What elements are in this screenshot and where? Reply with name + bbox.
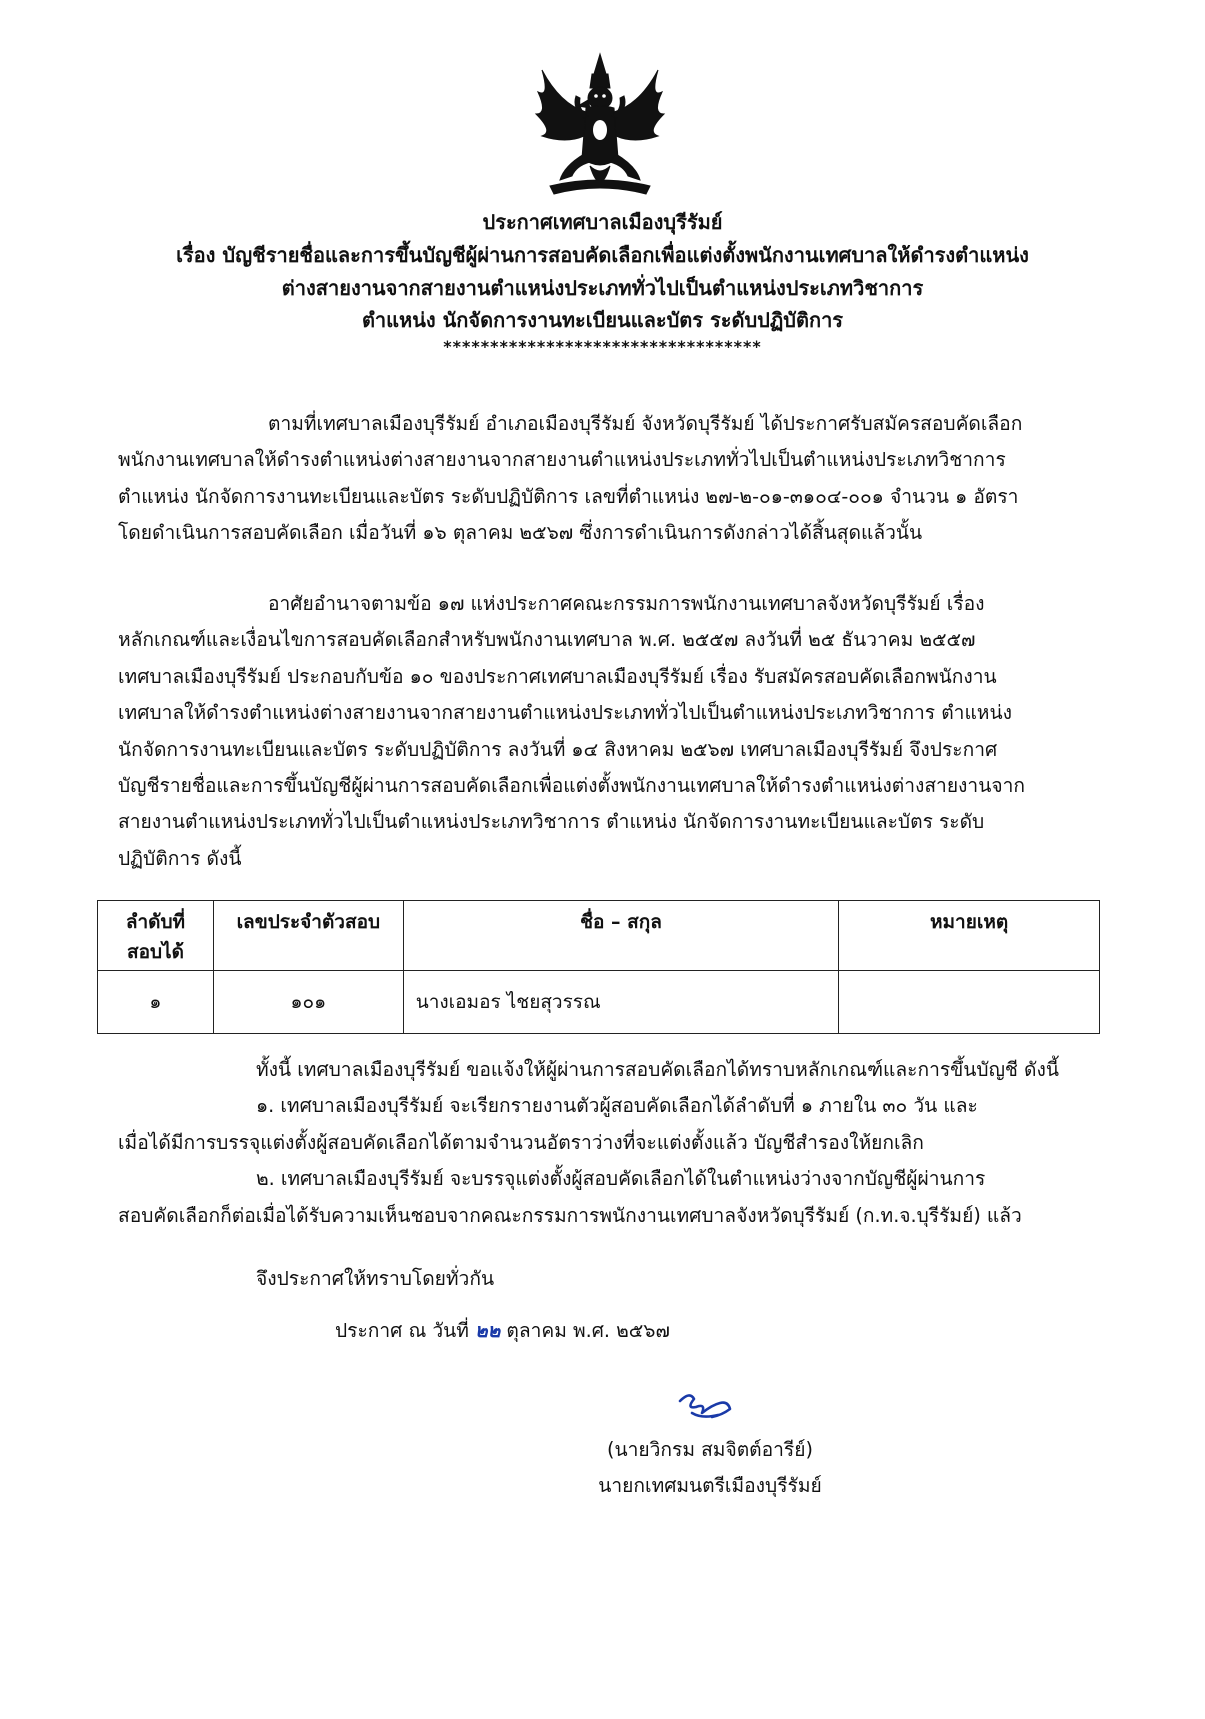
paragraph-line: หลักเกณฑ์และเงื่อนไขการสอบคัดเลือกสำหรับพนักงานเทศบาล พ.ศ. ๒๕๕๗ ลงวันที่ ๒๕ ธันวาคม ๒๕๕๗ <box>118 628 976 652</box>
cell-note <box>839 971 1100 1034</box>
paragraph-line: ตามที่เทศบาลเมืองบุรีรัมย์ อำเภอเมืองบุรีรัมย์ จังหวัดบุรีรัมย์ ได้ประกาศรับสมัครสอบคัดเลือก <box>268 412 1023 435</box>
paragraph-line: เทศบาลให้ดำรงตำแหน่งต่างสายงานจากสายงานตำแหน่งประเภททั่วไปเป็นตำแหน่งประเภทวิชาการ ตำแหน่ง <box>118 701 1012 725</box>
paragraph-background <box>118 406 1090 552</box>
announcement-date <box>335 1313 935 1349</box>
announcement-subject: เรื่อง บัญชีรายชื่อและการขึ้นบัญชีผู้ผ่านการสอบคัดเลือกเพื่อแต่งตั้งพนักงานเทศบาลให้ดำรงตำแหน่ง <box>176 243 1029 267</box>
table-row <box>98 971 1100 1034</box>
cell-exam-id: ๑๐๑ <box>213 971 403 1034</box>
paragraph-line: เทศบาลเมืองบุรีรัมย์ ประกอบกับข้อ ๑๐ ของประกาศเทศบาลเมืองบุรีรัมย์ เรื่อง รับสมัครสอบคัดเลือกพนักงาน <box>118 664 997 688</box>
table-header-row <box>98 901 1100 971</box>
cell-rank: ๑ <box>98 971 214 1034</box>
condition-item-2: ๒. เทศบาลเมืองบุรีรัมย์ จะบรรจุแต่งตั้งผู้สอบคัดเลือกได้ในตำแหน่งว่างจากบัญชีผู้ผ่านการ <box>256 1167 986 1191</box>
date-day-handwritten: ๒๒ <box>475 1319 501 1342</box>
paragraph-line: ปฏิบัติการ ดังนี้ <box>118 846 242 870</box>
garuda-emblem-icon <box>520 48 680 208</box>
handwritten-signature-icon <box>672 1385 742 1425</box>
announcement-subject-line2: ต่างสายงานจากสายงานตำแหน่งประเภททั่วไปเป็นตำแหน่งประเภทวิชาการ <box>281 276 924 300</box>
paragraph-line: นักจัดการงานทะเบียนและบัตร ระดับปฏิบัติการ ลงวันที่ ๑๔ สิงหาคม ๒๕๖๗ เทศบาลเมืองบุรีรัมย์ จึงประกาศ <box>118 737 998 761</box>
closing-text: จึงประกาศให้ทราบโดยทั่วกัน <box>256 1267 495 1290</box>
paragraph-line: สายงานตำแหน่งประเภททั่วไปเป็นตำแหน่งประเภทวิชาการ ตำแหน่ง นักจัดการงานทะเบียนและบัตร ระดับ <box>118 810 985 834</box>
paragraph-line: สอบคัดเลือกก็ต่อเมื่อได้รับความเห็นชอบจากคณะกรรมการพนักงานเทศบาลจังหวัดบุรีรัมย์ (ก.ท.จ.บุรีรัมย์) แล้ว <box>118 1203 1022 1227</box>
paragraph-line: โดยดำเนินการสอบคัดเลือก เมื่อวันที่ ๑๖ ตุลาคม ๒๕๖๗ ซึ่งการดำเนินการดังกล่าวได้สิ้นสุดแล้วนั้น <box>118 521 923 545</box>
condition-item-1: ๑. เทศบาลเมืองบุรีรัมย์ จะเรียกรายงานตัวผู้สอบคัดเลือกได้ลำดับที่ ๑ ภายใน ๓๐ วัน และ <box>256 1094 978 1118</box>
results-table <box>97 900 1100 1034</box>
column-header-note: หมายเหตุ <box>839 901 1100 971</box>
paragraph-line: บัญชีรายชื่อและการขึ้นบัญชีผู้ผ่านการสอบคัดเลือกเพื่อแต่งตั้งพนักงานเทศบาลให้ดำรงตำแหน่งต่างสายงานจาก <box>118 774 1025 798</box>
announcement-title: ประกาศเทศบาลเมืองบุรีรัมย์ <box>482 210 723 234</box>
divider-stars: ********************************** <box>443 337 762 356</box>
paragraph-line: ทั้งนี้ เทศบาลเมืองบุรีรัมย์ ขอแจ้งให้ผู้ผ่านการสอบคัดเลือกได้ทราบหลักเกณฑ์และการขึ้นบัญชี ดังนี้ <box>256 1058 1059 1081</box>
cell-name: นางเอมอร ไชยสุวรรณ <box>403 971 839 1034</box>
paragraph-conditions <box>118 1052 1090 1234</box>
column-header-rank: ลำดับที่ สอบได้ <box>98 901 214 971</box>
column-header-name: ชื่อ – สกุล <box>403 901 839 971</box>
announcement-position: ตำแหน่ง นักจัดการงานทะเบียนและบัตร ระดับปฏิบัติการ <box>361 308 844 332</box>
date-suffix: ตุลาคม พ.ศ. ๒๕๖๗ <box>506 1319 670 1342</box>
paragraph-line: พนักงานเทศบาลให้ดำรงตำแหน่งต่างสายงานจากสายงานตำแหน่งประเภททั่วไปเป็นตำแหน่งประเภทวิชาการ <box>118 448 1006 472</box>
column-header-exam-id: เลขประจำตัวสอบ <box>213 901 403 971</box>
paragraph-line: อาศัยอำนาจตามข้อ ๑๗ แห่งประกาศคณะกรรมการพนักงานเทศบาลจังหวัดบุรีรัมย์ เรื่อง <box>268 592 985 615</box>
signer-title: นายกเทศมนตรีเมืองบุรีรัมย์ <box>598 1474 822 1497</box>
closing-text-wrap <box>118 1261 1090 1297</box>
paragraph-line: เมื่อได้มีการบรรจุแต่งตั้งผู้สอบคัดเลือกได้ตามจำนวนอัตราว่างที่จะแต่งตั้งแล้ว บัญชีสำรองให้ยกเลิก <box>118 1130 924 1154</box>
paragraph-line: ตำแหน่ง นักจัดการงานทะเบียนและบัตร ระดับปฏิบัติการ เลขที่ตำแหน่ง ๒๗-๒-๐๑-๓๑๐๔-๐๐๑ จำนวน ๑ อัตรา <box>118 484 1019 508</box>
date-prefix: ประกาศ ณ วันที่ <box>335 1319 469 1342</box>
paragraph-authority <box>118 586 1090 877</box>
signer-name: (นายวิกรม สมจิตต์อารีย์) <box>607 1438 813 1461</box>
